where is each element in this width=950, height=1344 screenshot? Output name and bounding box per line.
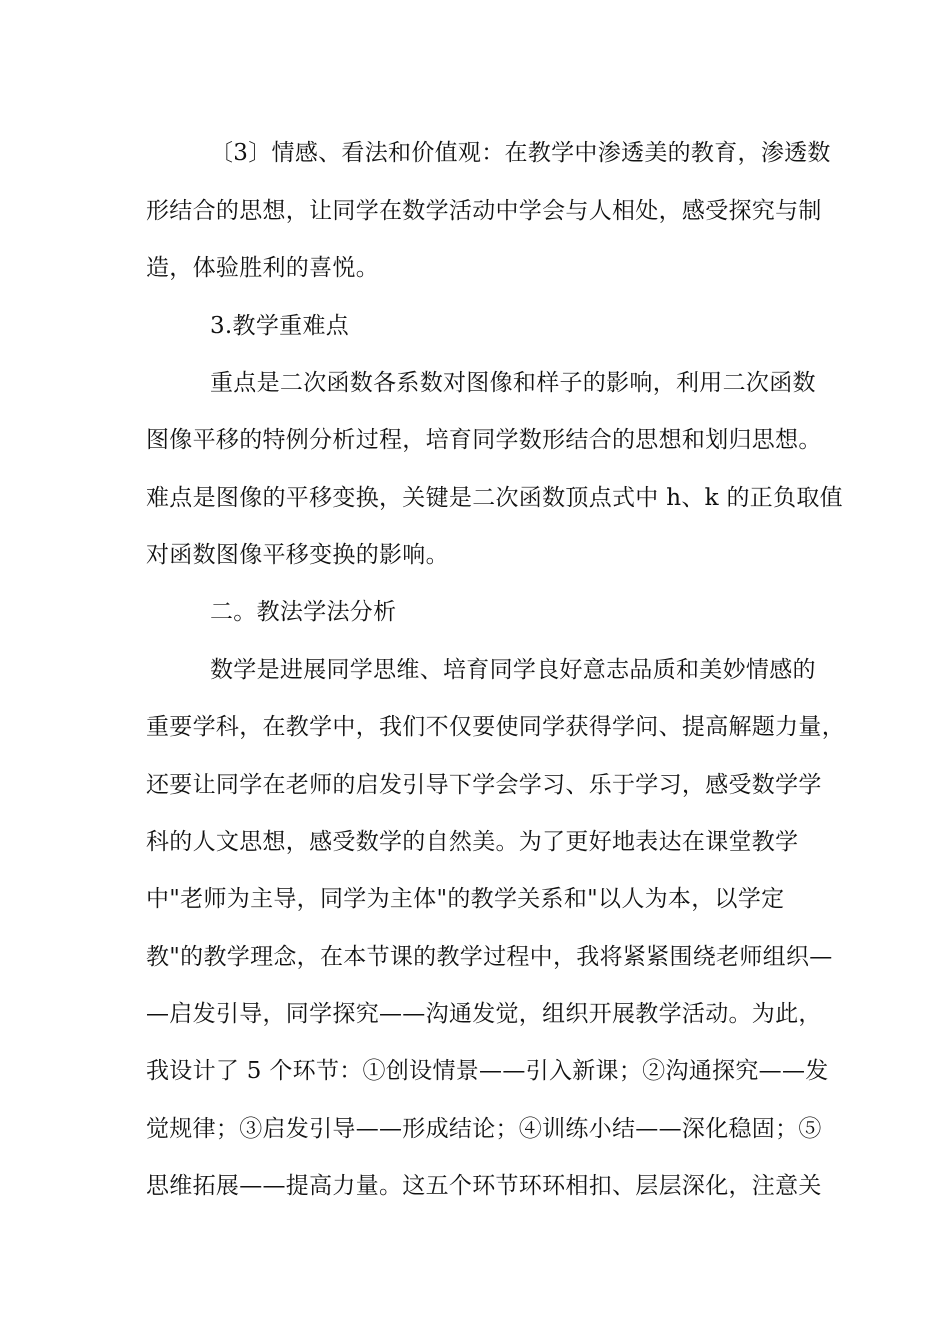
text-line: 对函数图像平移变换的影响。 [146,542,449,568]
text-line: 数学是进展同学思维、培育同学良好意志品质和美妙情感的 [210,657,816,683]
text-line: 重点是二次函数各系数对图像和样子的影响，利用二次函数 [210,370,816,396]
text-line: 我设计了 5 个环节：①创设情景——引入新课；②沟通探究——发 [146,1058,829,1084]
text-line: 〔3〕情感、看法和价值观：在教学中渗透美的教育，渗透数 [210,140,831,166]
text-line: 重要学科，在教学中，我们不仅要使同学获得学问、提高解题力量， [146,714,845,740]
text-line: 中"老师为主导，同学为主体"的教学关系和"以人为本，以学定 [146,886,785,912]
text-line: 科的人文思想，感受数学的自然美。为了更好地表达在课堂教学 [146,829,799,855]
text-line: 难点是图像的平移变换，关键是二次函数顶点式中 h、k 的正负取值 [146,485,843,511]
text-line: 图像平移的特例分析过程，培育同学数形结合的思想和划归思想。 [146,427,822,453]
text-line: 造，体验胜利的喜悦。 [146,255,379,281]
text-line: 觉规律；③启发引导——形成结论；④训练小结——深化稳固；⑤ [146,1116,822,1142]
text-line: 教"的教学理念，在本节课的教学过程中，我将紧紧围绕老师组织— [146,944,833,970]
section-heading: 二。教法学法分析 [210,599,397,625]
text-line: 形结合的思想，让同学在数学活动中学会与人相处，感受探究与制 [146,198,822,224]
section-heading: 3.教学重难点 [210,313,350,339]
text-line: 思维拓展——提高力量。这五个环节环环相扣、层层深化，注意关 [146,1173,822,1199]
text-line: —启发引导，同学探究——沟通发觉，组织开展教学活动。为此， [146,1001,822,1027]
text-line: 还要让同学在老师的启发引导下学会学习、乐于学习，感受数学学 [146,772,822,798]
